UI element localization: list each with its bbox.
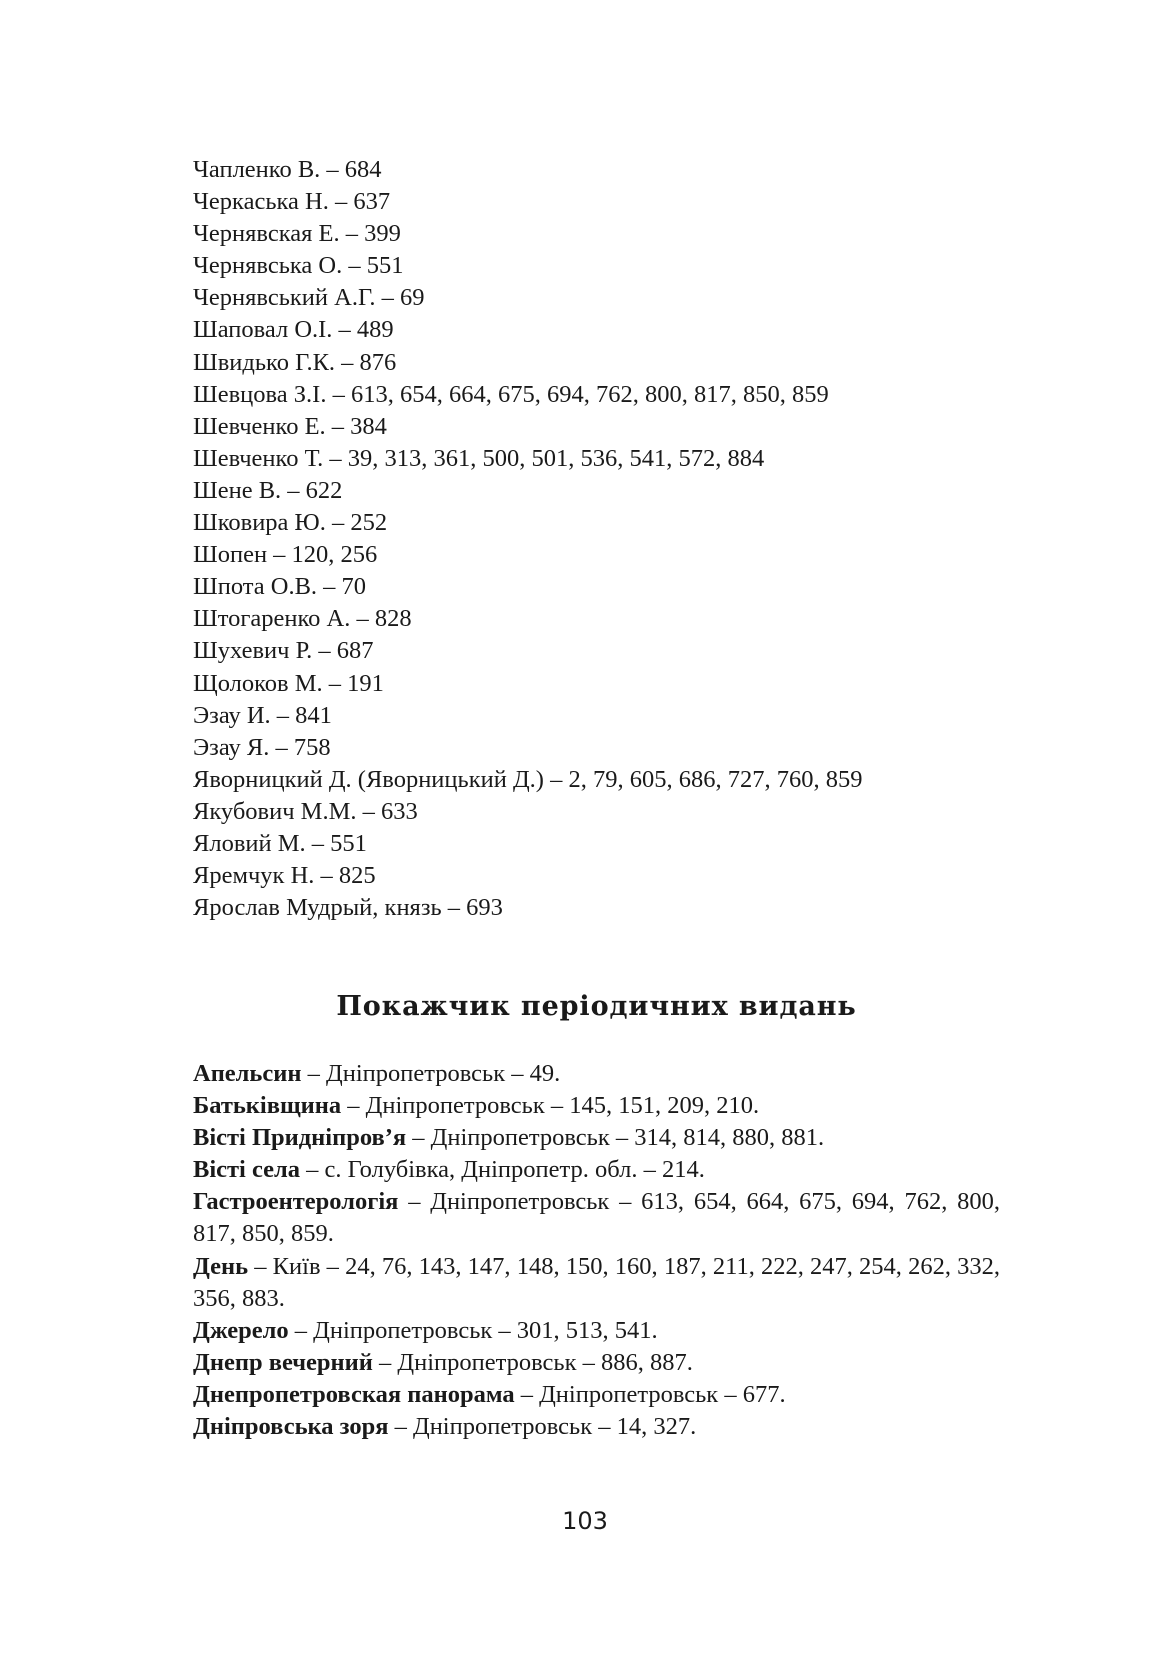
periodical-entry <box>193 1058 1000 1090</box>
name-index-entry: Яремчук Н. – 825 <box>193 862 376 890</box>
periodical-details: – Дніпропетровськ – 677. <box>514 1380 786 1408</box>
periodical-name: Вісті села <box>193 1156 301 1184</box>
periodical-details: – Київ – 24, 76, 143, 147, 148, 150, 160, 187, 211, 222, 247, 254, 262, 332, 356, 883. <box>193 1252 1000 1312</box>
periodical-name: День <box>193 1252 249 1280</box>
name-index-entry: Эзау Я. – 758 <box>193 733 331 761</box>
name-index-entry: Штогаренко А. – 828 <box>193 605 412 633</box>
name-index-entry: Ярослав Мудрый, князь – 693 <box>193 894 503 922</box>
name-index-entry: Шевцова З.І. – 613, 654, 664, 675, 694, 762, 800, 817, 850, 859 <box>193 380 829 408</box>
periodical-details: – Дніпропетровськ – 613, 654, 664, 675, 694, 762, 800, 817, 850, 859. <box>193 1188 1000 1248</box>
periodical-details: – Дніпропетровськ – 886, 887. <box>372 1348 693 1376</box>
name-index-entry: Шухевич Р. – 687 <box>193 637 374 665</box>
periodical-entry <box>193 1154 1000 1186</box>
name-index-entry: Чапленко В. – 684 <box>193 156 382 183</box>
periodical-details: – Дніпропетровськ – 14, 327. <box>388 1413 697 1441</box>
periodical-details: – Дніпропетровськ – 301, 513, 541. <box>288 1316 658 1344</box>
periodical-name: Дніпровська зоря <box>193 1413 389 1441</box>
periodical-details: – с. Голубівка, Дніпропетр. обл. – 214. <box>300 1156 705 1184</box>
name-index-entry: Шевченко Т. – 39, 313, 361, 500, 501, 536, 541, 572, 884 <box>193 444 765 472</box>
periodical-entry <box>193 1122 1000 1154</box>
name-index-entry: Шпота О.В. – 70 <box>193 573 367 601</box>
periodical-entry <box>193 1186 1000 1250</box>
name-index-entry: Черкаська Н. – 637 <box>193 188 391 216</box>
periodicals-index-list <box>193 1058 1000 1443</box>
page-number: 103 <box>562 1507 608 1535</box>
name-index-entry: Чернявський А.Г. – 69 <box>193 284 425 312</box>
periodical-entry <box>193 1251 1000 1315</box>
name-index-entry: Яворницкий Д. (Яворницький Д.) – 2, 79, 605, 686, 727, 760, 859 <box>193 765 863 793</box>
name-index-entry: Шаповал О.І. – 489 <box>193 316 394 344</box>
periodical-entry <box>193 1090 1000 1122</box>
periodical-entry <box>193 1315 1000 1347</box>
periodical-name: Батьківщина <box>193 1092 342 1120</box>
name-index-entry: Шевченко Е. – 384 <box>193 412 387 440</box>
periodicals-section-title: Покажчик періодичних видань <box>336 991 857 1022</box>
name-index-entry: Шене В. – 622 <box>193 476 343 504</box>
name-index-entry: Швидько Г.К. – 876 <box>193 348 397 376</box>
periodical-name: Джерело <box>193 1316 289 1344</box>
periodical-name: Вісті Придніпров’я <box>193 1124 407 1152</box>
periodical-name: Гастроентерологія <box>193 1188 399 1216</box>
name-index-entry: Шковира Ю. – 252 <box>193 509 388 537</box>
periodical-entry <box>193 1347 1000 1379</box>
name-index-entry: Щолоков М. – 191 <box>193 669 384 697</box>
name-index-entry: Шопен – 120, 256 <box>193 541 378 569</box>
periodical-name: Апельсин <box>193 1060 302 1087</box>
name-index-entry: Яловий М. – 551 <box>193 829 367 857</box>
periodical-entry <box>193 1379 1000 1411</box>
periodical-entry <box>193 1411 1000 1443</box>
name-index-list <box>193 154 1013 924</box>
periodical-details: – Дніпропетровськ – 145, 151, 209, 210. <box>341 1092 760 1120</box>
name-index-entry: Чернявська О. – 551 <box>193 252 404 280</box>
name-index-entry: Эзау И. – 841 <box>193 701 332 729</box>
periodical-details: – Дніпропетровськ – 49. <box>301 1060 561 1087</box>
name-index-entry: Чернявская Е. – 399 <box>193 220 401 248</box>
periodical-name: Днепр вечерний <box>193 1348 373 1376</box>
name-index-entry: Якубович М.М. – 633 <box>193 797 418 825</box>
periodical-name: Днепропетровская панорама <box>193 1380 515 1408</box>
periodical-details: – Дніпропетровськ – 314, 814, 880, 881. <box>406 1124 825 1152</box>
